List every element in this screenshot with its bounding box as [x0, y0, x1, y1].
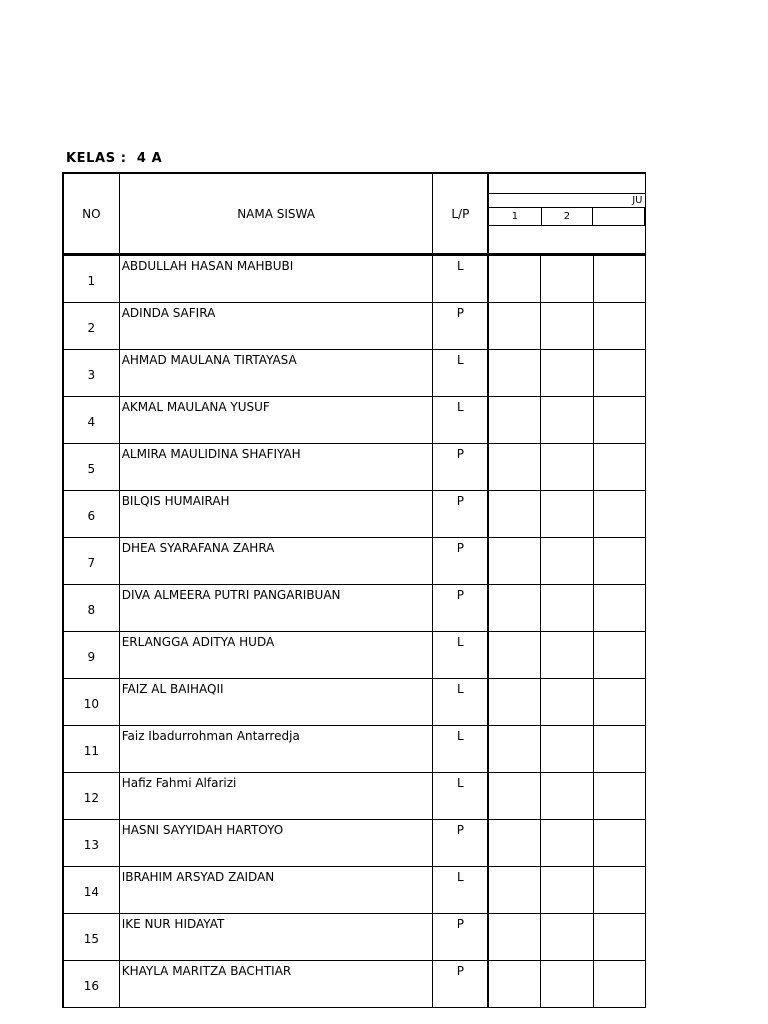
- student-gender: P: [433, 914, 488, 961]
- attendance-table: [62, 172, 646, 1008]
- attendance-cell[interactable]: [488, 867, 540, 914]
- student-gender: P: [433, 961, 488, 1008]
- row-number: 16: [63, 961, 119, 1008]
- table-row: [63, 538, 646, 585]
- attendance-cell[interactable]: [488, 726, 540, 773]
- table-row: [63, 773, 646, 820]
- student-gender: P: [433, 303, 488, 350]
- row-number: 2: [63, 303, 119, 350]
- student-name: KHAYLA MARITZA BACHTIAR: [119, 961, 433, 1008]
- attendance-cell[interactable]: [541, 820, 593, 867]
- class-title: KELAS : 4 A: [66, 151, 163, 166]
- header-no: NO: [63, 173, 119, 255]
- attendance-cell[interactable]: [541, 773, 593, 820]
- attendance-cell[interactable]: [541, 867, 593, 914]
- attendance-cell[interactable]: [541, 303, 593, 350]
- table-row: [63, 491, 646, 538]
- student-name: IBRAHIM ARSYAD ZAIDAN: [119, 867, 433, 914]
- student-name: ABDULLAH HASAN MAHBUBI: [119, 255, 433, 303]
- table-row: [63, 632, 646, 679]
- table-row: [63, 255, 646, 303]
- student-name: IKE NUR HIDAYAT: [119, 914, 433, 961]
- attendance-cell[interactable]: [488, 303, 540, 350]
- attendance-cell[interactable]: [541, 585, 593, 632]
- attendance-cell[interactable]: [488, 585, 540, 632]
- attendance-cell[interactable]: [541, 491, 593, 538]
- table-row: [63, 679, 646, 726]
- attendance-cell[interactable]: [488, 255, 540, 303]
- student-gender: L: [433, 350, 488, 397]
- row-number: 1: [63, 255, 119, 303]
- attendance-cell[interactable]: [541, 538, 593, 585]
- row-number: 10: [63, 679, 119, 726]
- student-name: DIVA ALMEERA PUTRI PANGARIBUAN: [119, 585, 433, 632]
- attendance-cell[interactable]: [541, 726, 593, 773]
- attendance-cell[interactable]: [593, 350, 645, 397]
- row-number: 5: [63, 444, 119, 491]
- attendance-cell[interactable]: [488, 350, 540, 397]
- attendance-cell[interactable]: [593, 444, 645, 491]
- attendance-cell[interactable]: [593, 585, 645, 632]
- attendance-cell[interactable]: [593, 914, 645, 961]
- table-row: [63, 350, 646, 397]
- row-number: 3: [63, 350, 119, 397]
- header-day-2: 2: [541, 208, 593, 226]
- table-row: [63, 444, 646, 491]
- attendance-cell[interactable]: [593, 255, 645, 303]
- student-name: ALMIRA MAULIDINA SHAFIYAH: [119, 444, 433, 491]
- attendance-cell[interactable]: [488, 538, 540, 585]
- attendance-cell[interactable]: [488, 632, 540, 679]
- student-name: FAIZ AL BAIHAQII: [119, 679, 433, 726]
- student-gender: L: [433, 867, 488, 914]
- attendance-cell[interactable]: [541, 632, 593, 679]
- attendance-cell[interactable]: [593, 303, 645, 350]
- table-row: [63, 585, 646, 632]
- header-day-1: 1: [489, 208, 541, 226]
- student-name: HASNI SAYYIDAH HARTOYO: [119, 820, 433, 867]
- attendance-cell[interactable]: [593, 820, 645, 867]
- row-number: 6: [63, 491, 119, 538]
- header-gender: L/P: [433, 173, 488, 255]
- header-name: NAMA SISWA: [119, 173, 433, 255]
- row-number: 11: [63, 726, 119, 773]
- attendance-cell[interactable]: [488, 444, 540, 491]
- header-day-group: [488, 173, 645, 255]
- attendance-cell[interactable]: [541, 444, 593, 491]
- student-gender: L: [433, 773, 488, 820]
- row-number: 7: [63, 538, 119, 585]
- header-group-label: JU: [489, 194, 644, 208]
- row-number: 13: [63, 820, 119, 867]
- attendance-cell[interactable]: [593, 961, 645, 1008]
- attendance-cell[interactable]: [488, 773, 540, 820]
- attendance-cell[interactable]: [593, 491, 645, 538]
- row-number: 8: [63, 585, 119, 632]
- row-number: 15: [63, 914, 119, 961]
- row-number: 12: [63, 773, 119, 820]
- attendance-cell[interactable]: [488, 961, 540, 1008]
- student-gender: P: [433, 491, 488, 538]
- student-gender: L: [433, 397, 488, 444]
- student-name: Faiz Ibadurrohman Antarredja: [119, 726, 433, 773]
- header-day-3: [593, 208, 645, 226]
- row-number: 9: [63, 632, 119, 679]
- student-gender: L: [433, 255, 488, 303]
- attendance-cell[interactable]: [488, 491, 540, 538]
- attendance-cell[interactable]: [488, 914, 540, 961]
- student-name: DHEA SYARAFANA ZAHRA: [119, 538, 433, 585]
- attendance-cell[interactable]: [541, 255, 593, 303]
- attendance-cell[interactable]: [593, 632, 645, 679]
- student-name: ADINDA SAFIRA: [119, 303, 433, 350]
- attendance-cell[interactable]: [593, 679, 645, 726]
- row-number: 4: [63, 397, 119, 444]
- header-row: [63, 173, 646, 255]
- attendance-sheet: [62, 172, 646, 993]
- student-name: Hafiz Fahmi Alfarizi: [119, 773, 433, 820]
- row-number: 14: [63, 867, 119, 914]
- attendance-cell[interactable]: [541, 350, 593, 397]
- student-name: ERLANGGA ADITYA HUDA: [119, 632, 433, 679]
- table-row: [63, 820, 646, 867]
- student-name: BILQIS HUMAIRAH: [119, 491, 433, 538]
- student-name: AKMAL MAULANA YUSUF: [119, 397, 433, 444]
- table-row: [63, 303, 646, 350]
- student-gender: L: [433, 632, 488, 679]
- attendance-cell[interactable]: [541, 914, 593, 961]
- table-row: [63, 726, 646, 773]
- attendance-cell[interactable]: [488, 820, 540, 867]
- attendance-cell[interactable]: [593, 726, 645, 773]
- attendance-cell[interactable]: [593, 773, 645, 820]
- student-gender: L: [433, 679, 488, 726]
- table-row: [63, 397, 646, 444]
- student-gender: P: [433, 444, 488, 491]
- student-name: AHMAD MAULANA TIRTAYASA: [119, 350, 433, 397]
- attendance-cell[interactable]: [593, 397, 645, 444]
- attendance-cell[interactable]: [541, 397, 593, 444]
- attendance-cell[interactable]: [488, 679, 540, 726]
- student-gender: L: [433, 726, 488, 773]
- table-row: [63, 961, 646, 1008]
- attendance-cell[interactable]: [541, 961, 593, 1008]
- student-gender: P: [433, 585, 488, 632]
- student-gender: P: [433, 538, 488, 585]
- table-row: [63, 914, 646, 961]
- student-gender: P: [433, 820, 488, 867]
- attendance-cell[interactable]: [488, 397, 540, 444]
- attendance-cell[interactable]: [541, 679, 593, 726]
- table-row: [63, 867, 646, 914]
- attendance-cell[interactable]: [593, 538, 645, 585]
- attendance-cell[interactable]: [593, 867, 645, 914]
